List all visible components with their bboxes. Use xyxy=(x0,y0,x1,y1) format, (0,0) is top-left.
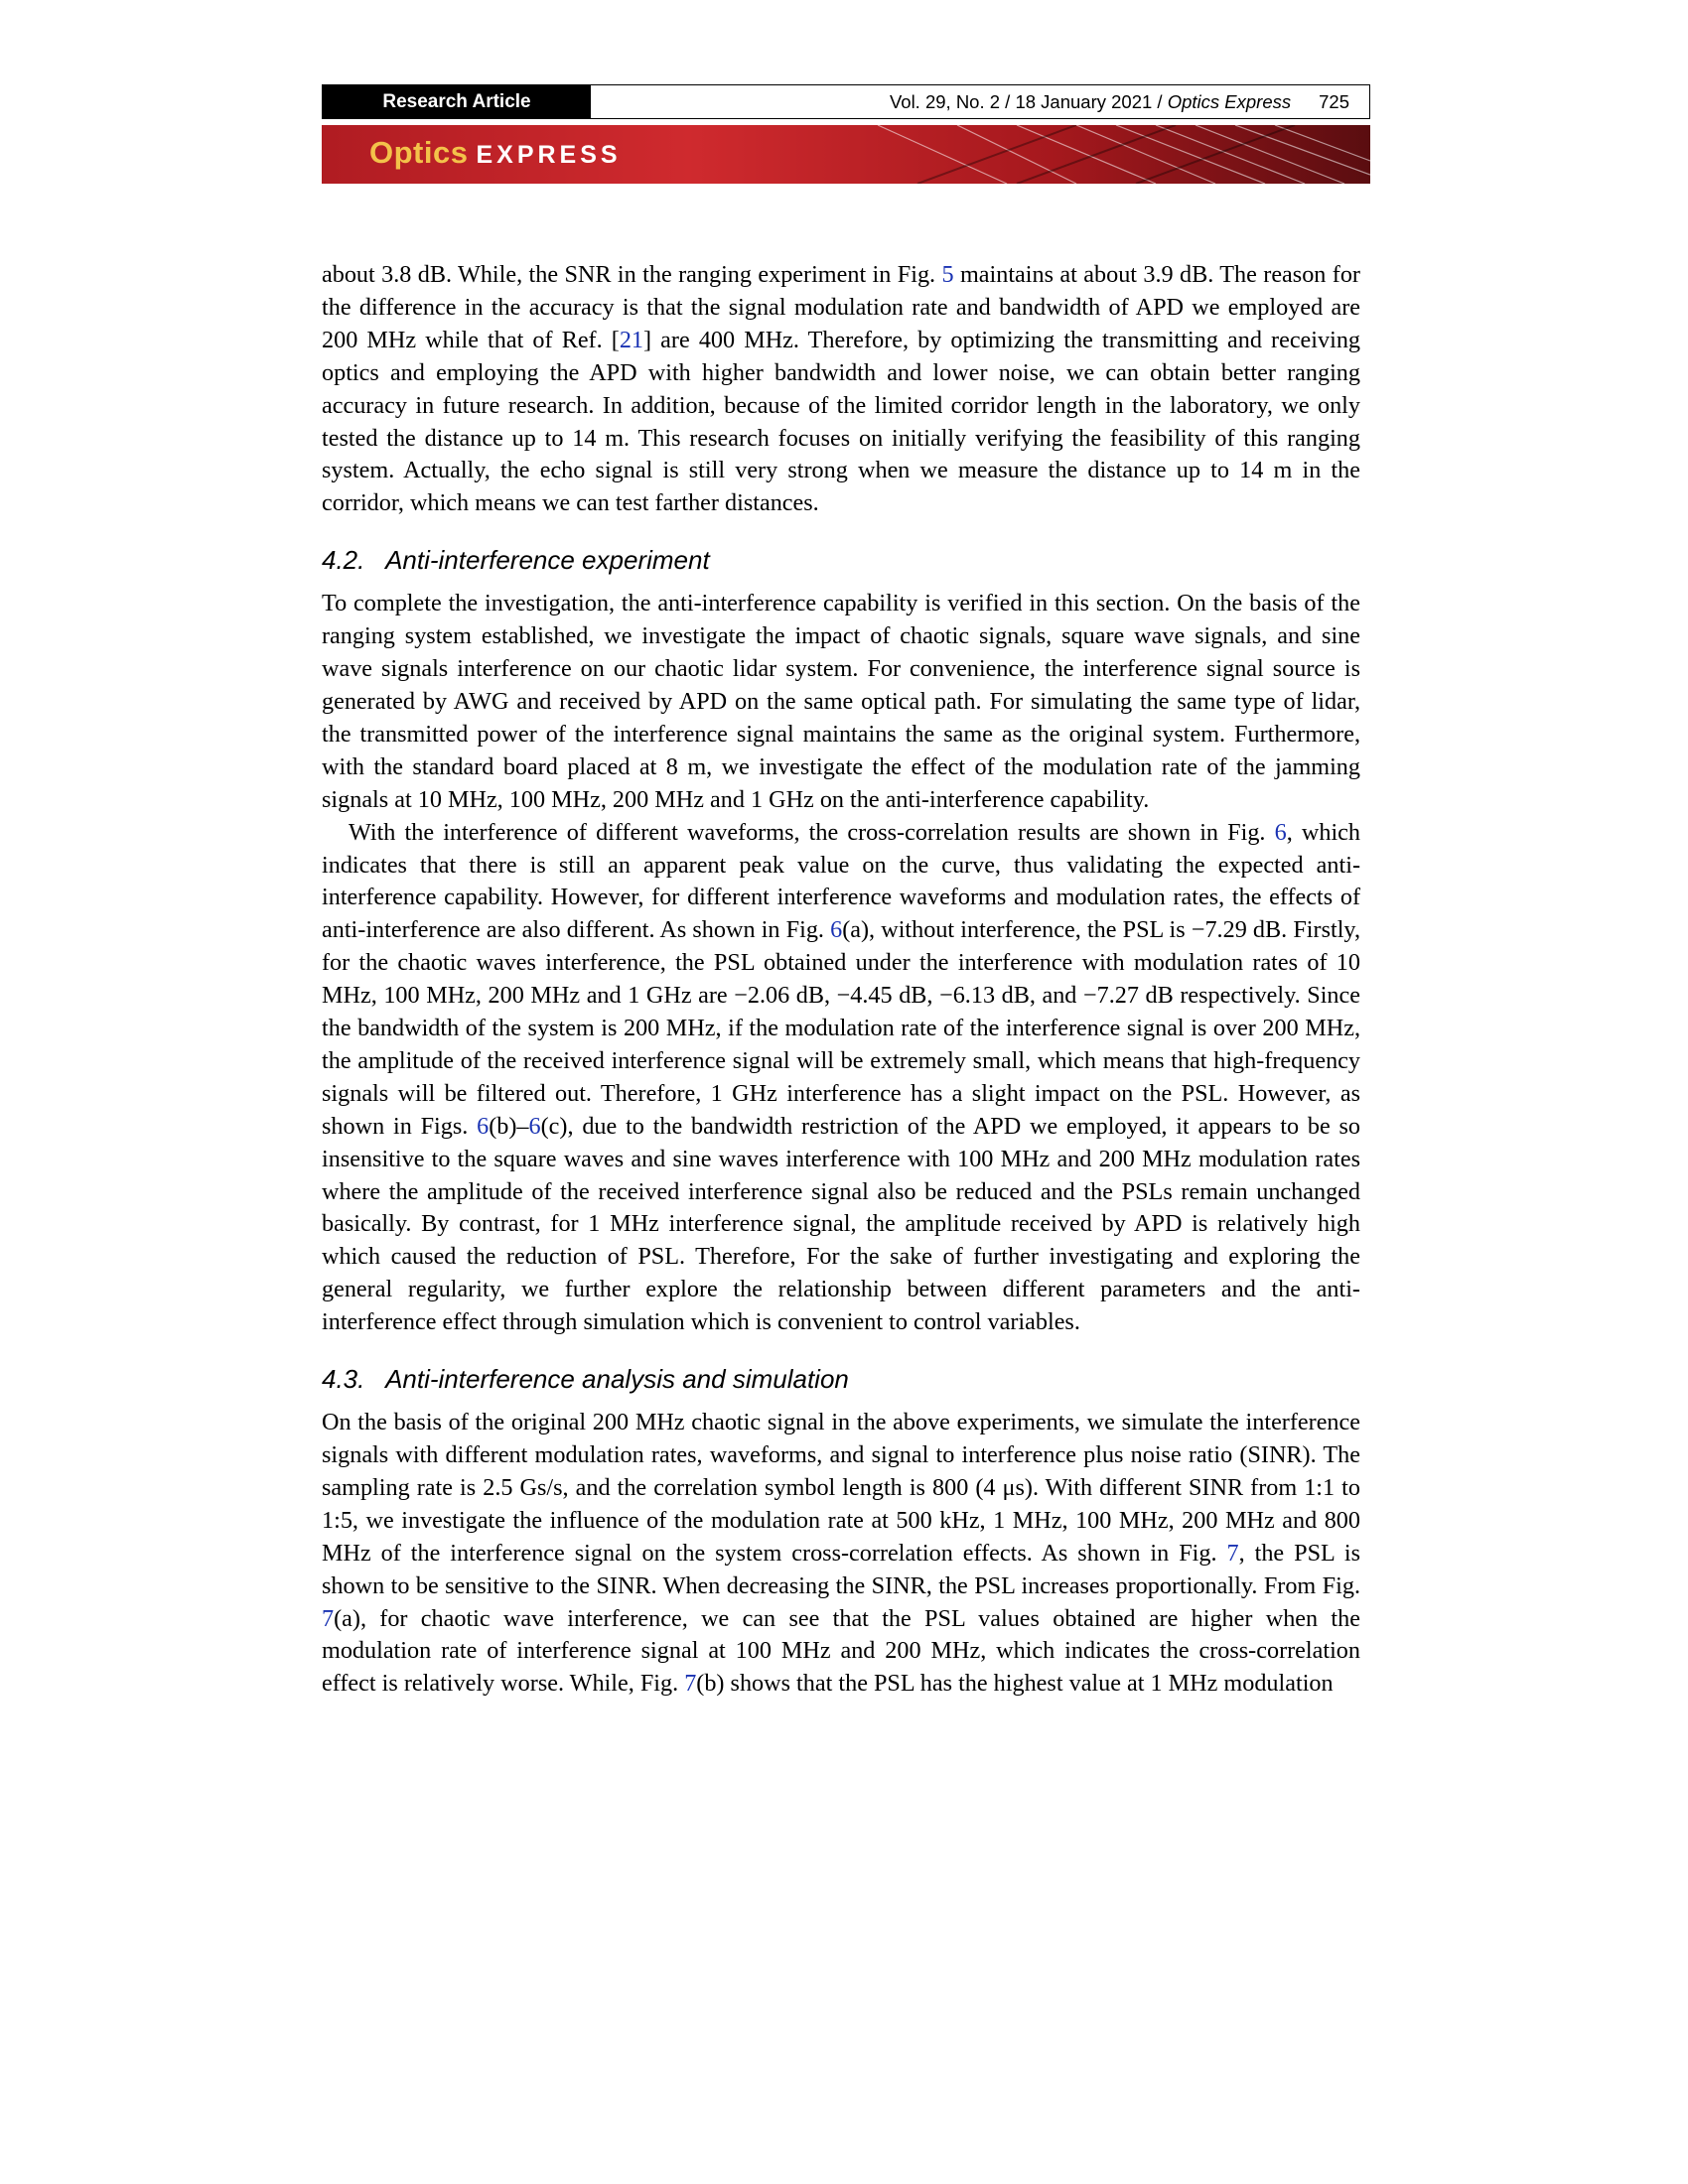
article-body xyxy=(322,259,1360,1701)
figure-link[interactable]: 7 xyxy=(1226,1539,1239,1567)
volume-issue-date: Vol. 29, No. 2 / 18 January 2021 / xyxy=(889,90,1168,112)
article-type-label: Research Article xyxy=(323,85,591,118)
figure-link[interactable]: 5 xyxy=(941,261,954,288)
figure-link[interactable]: 7 xyxy=(322,1604,335,1632)
paragraph-anti-interference-results: With the interference of different waveforms, the cross-correlation results are shown in Fig. 6, which indicates that there is still an apparent peak value on the curve, thus validating the expected anti-interference capability. However, for different interference waveforms and modulation rates, the effects of anti-interference are also different. As shown in Fig. 6(a), without interference, the PSL is −7.29 dB. Firstly, for the chaotic waves interference, the PSL obtained under the interference with modulation rates of 10 MHz, 100 MHz, 200 MHz and 1 GHz are −2.06 dB, −4.45 dB, −6.13 dB, and −7.27 dB respectively. Since the bandwidth of the system is 200 MHz, if the modulation rate of the interference signal is over 200 MHz, the amplitude of the received interference signal will be extremely small, which means that high-frequency signals will be filtered out. Therefore, 1 GHz interference has a slight impact on the PSL. However, as shown in Figs. 6(b)–6(c), due to the bandwidth restriction of the APD we employed, it appears to be so insensitive to the square waves and sine waves interference with 100 MHz and 200 MHz modulation rates where the amplitude of the received interference signal also be reduced and the PSLs remain unchanged basically. By contrast, for 1 MHz interference signal, the amplitude received by APD is relatively high which caused the reduction of PSL. Therefore, For the sake of further investigating and exploring the general regularity, we further explore the relationship between different parameters and the anti-interference effect through simulation which is convenient to control variables. xyxy=(322,818,1360,1336)
figure-link[interactable]: 6 xyxy=(830,916,843,944)
figure-link[interactable]: 6 xyxy=(528,1112,541,1140)
journal-banner xyxy=(322,125,1370,184)
figure-link[interactable]: 6 xyxy=(477,1112,490,1140)
reference-link[interactable]: 21 xyxy=(619,326,644,353)
figure-link[interactable]: 7 xyxy=(684,1670,697,1698)
banner-word-express: EXPRESS xyxy=(476,141,622,169)
journal-name: Optics Express xyxy=(1167,90,1292,112)
banner-title xyxy=(369,135,622,171)
paragraph-anti-interference-setup: To complete the investigation, the anti-interference capability is verified in this section. On the basis of the ranging system established, we investigate the impact of chaotic signals, square wave signals, and sine wave signals interference on our chaotic lidar system. For convenience, the interference signal source is generated by AWG and received by APD on the same optical path. For simulating the same type of lidar, the transmitted power of the interference signal maintains the same as the original system. Furthermore, with the standard board placed at 8 m, we investigate the effect of the modulation rate of the jamming signals at 10 MHz, 100 MHz, 200 MHz and 1 GHz on the anti-interference capability. xyxy=(322,590,1360,813)
page-number: 725 xyxy=(1319,90,1349,112)
section-heading-4-3: 4.3. Anti-interference analysis and simulation xyxy=(322,1364,849,1395)
paragraph-ranging-accuracy: about 3.8 dB. While, the SNR in the ranging experiment in Fig. 5 maintains at about 3.9 dB. The reason for the difference in the accuracy is that the signal modulation rate and bandwidth of APD we employed are 200 MHz while that of Ref. [21] are 400 MHz. Therefore, by optimizing the transmitting and receiving optics and employing the APD with higher bandwidth and lower noise, we can obtain better ranging accuracy in future research. In addition, because of the limited corridor length in the laboratory, we only tested the distance up to 14 m. This research focuses on initially verifying the feasibility of this ranging system. Actually, the echo signal is still very strong when we measure the distance up to 14 m in the corridor, which means we can test farther distances. xyxy=(322,261,1361,517)
journal-header-bar xyxy=(322,84,1370,119)
banner-word-optics: Optics xyxy=(369,135,469,170)
section-heading-4-2: 4.2. Anti-interference experiment xyxy=(322,545,710,576)
paragraph-simulation: On the basis of the original 200 MHz chaotic signal in the above experiments, we simulate the interference signals with different modulation rates, waveforms, and signal to interference plus noise ratio (SINR). The sampling rate is 2.5 Gs/s, and the correlation symbol length is 800 (4 μs). With different SINR from 1:1 to 1:5, we investigate the influence of the modulation rate at 500 kHz, 1 MHz, 100 MHz, 200 MHz and 800 MHz of the interference signal on the system cross-correlation effects. As shown in Fig. 7, the PSL is shown to be sensitive to the SINR. When decreasing the SINR, the PSL increases proportionally. From Fig. 7(a), for chaotic wave interference, we can see that the PSL values obtained are higher when the modulation rate of interference signal at 100 MHz and 200 MHz, which indicates the cross-correlation effect is relatively worse. While, Fig. 7(b) shows that the PSL has the highest value at 1 MHz modulation xyxy=(322,1409,1360,1698)
volume-info xyxy=(591,85,1369,118)
figure-link[interactable]: 6 xyxy=(1274,818,1287,846)
